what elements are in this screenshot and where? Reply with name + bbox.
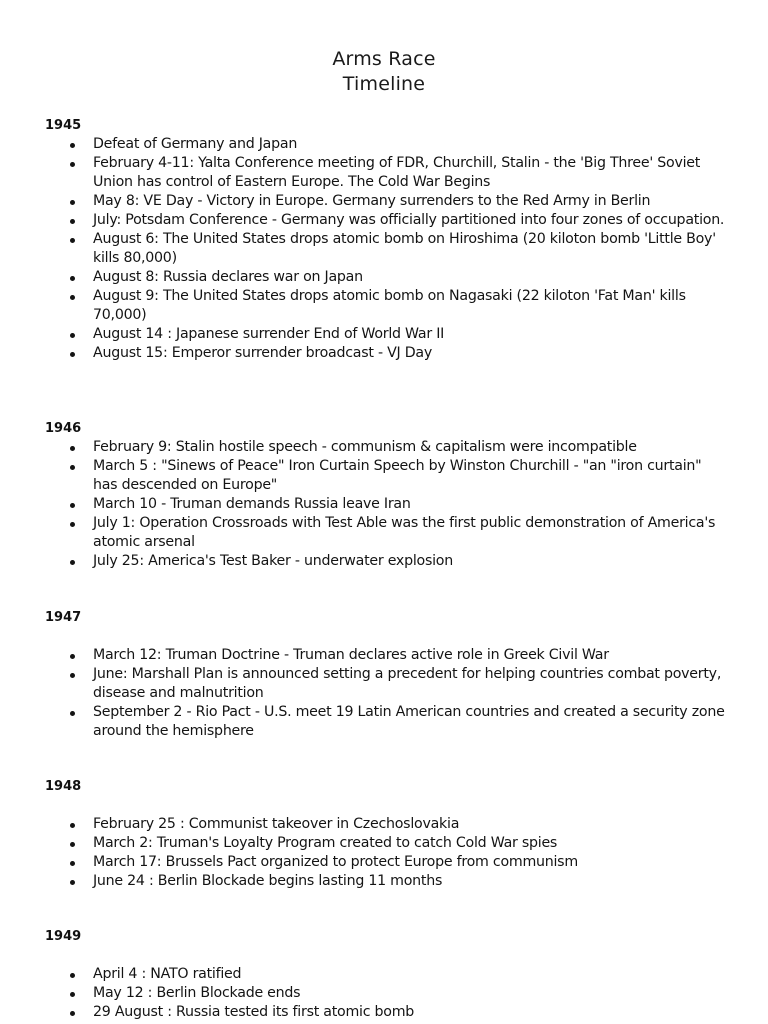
list-item: [0, 268, 768, 287]
list-item: [0, 211, 768, 230]
list-item: [0, 984, 768, 1003]
list-item: [0, 230, 768, 268]
list-item: [0, 665, 768, 703]
event-text: March 5 : "Sinews of Peace" Iron Curtain Speech by Winston Churchill - "an "iron curtain" has descended on Europe": [93, 458, 702, 493]
bullet-icon: [70, 446, 75, 451]
event-list: [0, 815, 768, 891]
bullet-icon: [70, 295, 75, 300]
list-item: [0, 457, 768, 495]
bullet-icon: [70, 465, 75, 470]
bullet-icon: [70, 219, 75, 224]
list-item: [0, 135, 768, 154]
event-text: April 4 : NATO ratified: [93, 966, 242, 982]
bullet-icon: [70, 823, 75, 828]
bullet-icon: [70, 861, 75, 866]
bullet-icon: [70, 162, 75, 167]
list-item: [0, 1003, 768, 1022]
bullet-icon: [70, 522, 75, 527]
event-list: [0, 965, 768, 1022]
event-text: May 12 : Berlin Blockade ends: [93, 985, 301, 1001]
event-text: May 8: VE Day - Victory in Europe. Germany surrenders to the Red Army in Berlin: [93, 193, 651, 209]
bullet-icon: [70, 673, 75, 678]
bullet-icon: [70, 711, 75, 716]
list-item: [0, 514, 768, 552]
event-text: 29 August : Russia tested its first atomic bomb: [93, 1004, 415, 1020]
list-item: [0, 646, 768, 665]
event-text: March 17: Brussels Pact organized to protect Europe from communism: [93, 854, 578, 870]
event-list: [0, 438, 768, 571]
list-item: [0, 287, 768, 325]
bullet-icon: [70, 1011, 75, 1016]
year-heading: 1946: [45, 421, 82, 436]
bullet-icon: [70, 992, 75, 997]
bullet-icon: [70, 276, 75, 281]
bullet-icon: [70, 333, 75, 338]
bullet-icon: [70, 503, 75, 508]
list-item: [0, 872, 768, 891]
bullet-icon: [70, 352, 75, 357]
list-item: [0, 192, 768, 211]
event-text: March 12: Truman Doctrine - Truman declares active role in Greek Civil War: [93, 647, 609, 663]
event-text: February 25 : Communist takeover in Czechoslovakia: [93, 816, 460, 832]
bullet-icon: [70, 842, 75, 847]
event-text: August 8: Russia declares war on Japan: [93, 269, 363, 285]
event-text: February 9: Stalin hostile speech - communism & capitalism were incompatible: [93, 439, 637, 455]
year-heading: 1945: [45, 118, 82, 133]
event-text: July: Potsdam Conference - Germany was officially partitioned into four zones of occupation.: [93, 212, 725, 228]
event-text: July 1: Operation Crossroads with Test Able was the first public demonstration of America's atomic arsenal: [93, 515, 716, 550]
event-text: August 6: The United States drops atomic bomb on Hiroshima (20 kiloton bomb 'Little Boy' kills 80,000): [93, 231, 716, 266]
event-text: Defeat of Germany and Japan: [93, 136, 298, 152]
event-text: June: Marshall Plan is announced setting a precedent for helping countries combat poverty, disease and malnutrition: [93, 666, 722, 701]
event-list: [0, 646, 768, 741]
bullet-icon: [70, 238, 75, 243]
bullet-icon: [70, 973, 75, 978]
list-item: [0, 154, 768, 192]
year-heading: 1949: [45, 929, 82, 944]
list-item: [0, 815, 768, 834]
list-item: [0, 834, 768, 853]
document-title-line-1: Arms Race: [332, 48, 436, 70]
bullet-icon: [70, 143, 75, 148]
event-text: July 25: America's Test Baker - underwater explosion: [93, 553, 453, 569]
bullet-icon: [70, 200, 75, 205]
event-text: August 14 : Japanese surrender End of World War II: [93, 326, 445, 342]
event-text: February 4-11: Yalta Conference meeting of FDR, Churchill, Stalin - the 'Big Three' Soviet Union has control of Eastern Europe. The Cold War Begins: [93, 155, 701, 190]
event-text: August 9: The United States drops atomic bomb on Nagasaki (22 kiloton 'Fat Man' kills 70,000): [93, 288, 686, 323]
bullet-icon: [70, 880, 75, 885]
list-item: [0, 853, 768, 872]
bullet-icon: [70, 560, 75, 565]
event-text: March 10 - Truman demands Russia leave Iran: [93, 496, 411, 512]
list-item: [0, 344, 768, 363]
event-text: September 2 - Rio Pact - U.S. meet 19 Latin American countries and created a security zone around the hemisphere: [93, 704, 725, 739]
list-item: [0, 552, 768, 571]
list-item: [0, 703, 768, 741]
event-text: June 24 : Berlin Blockade begins lasting 11 months: [93, 873, 443, 889]
list-item: [0, 438, 768, 457]
year-heading: 1948: [45, 779, 82, 794]
list-item: [0, 965, 768, 984]
list-item: [0, 495, 768, 514]
list-item: [0, 325, 768, 344]
year-heading: 1947: [45, 610, 82, 625]
bullet-icon: [70, 654, 75, 659]
document-title-line-2: Timeline: [342, 73, 426, 95]
event-text: March 2: Truman's Loyalty Program created to catch Cold War spies: [93, 835, 558, 851]
event-list: [0, 135, 768, 363]
event-text: August 15: Emperor surrender broadcast - VJ Day: [93, 345, 433, 361]
